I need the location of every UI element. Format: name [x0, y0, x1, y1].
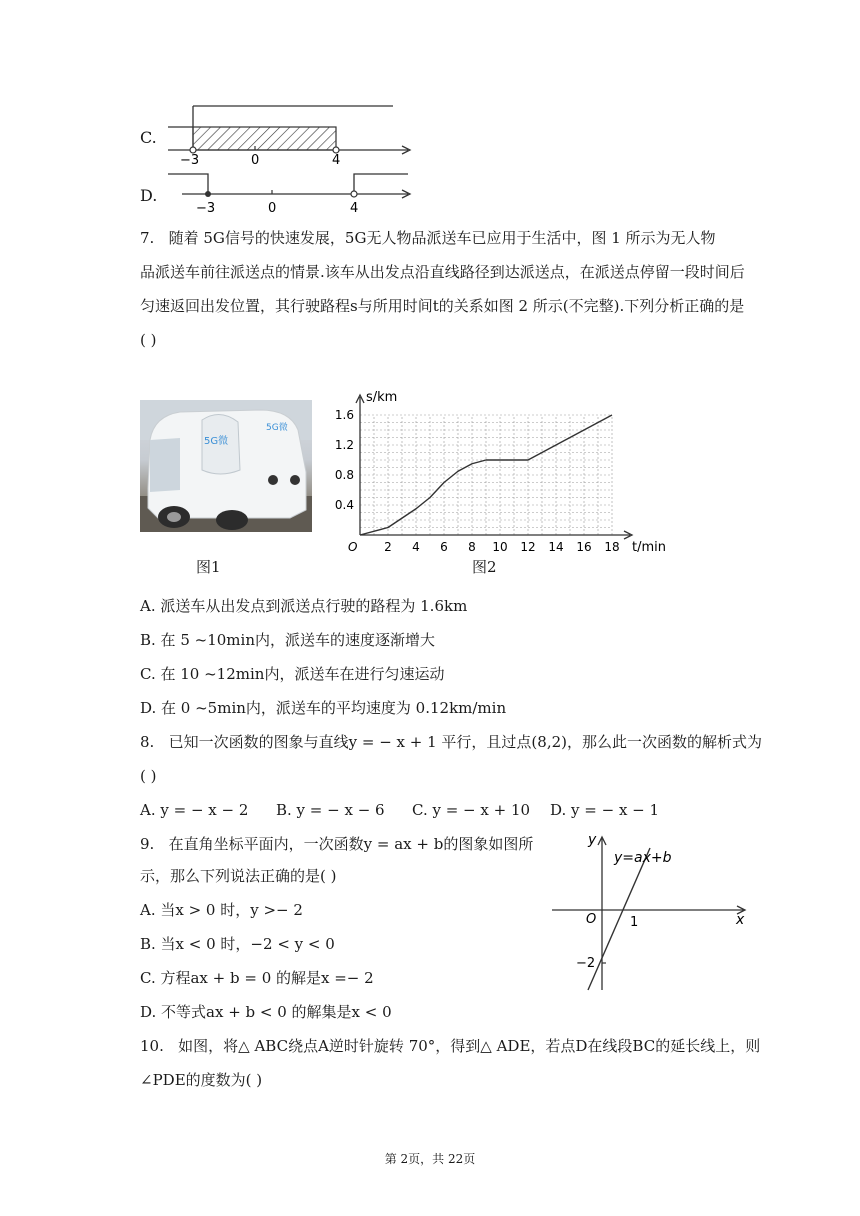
q7-stem-line-1: 7. 随着 5G信号的快速发展，5G无人物品派送车已应用于生活中，图 1 所示为无人物 [140, 229, 716, 247]
q8-stem-line-1: 8. 已知一次函数的图象与直线y = − x + 1 平行，且过点(8,2)，那么此一次函数的解析式为 [140, 733, 762, 751]
fig2-caption: 图2 [472, 558, 497, 576]
option-c-label: C. [140, 128, 157, 147]
q7-option-d: D. 在 0 ~5min内，派送车的平均速度为 0.12km/min [140, 699, 507, 717]
q8-option-d: D. y = − x − 1 [550, 801, 660, 819]
graph-x-axis-label: x [736, 912, 745, 928]
q8-number: 8. [140, 733, 155, 751]
q7-option-c: C. 在 10 ~12min内，派送车在进行匀速运动 [140, 665, 445, 683]
q10-stem-line-2: ∠PDE的度数为( ) [140, 1071, 263, 1089]
tick-d-0: 0 [268, 201, 277, 216]
q9-option-a: A. 当x > 0 时，y >− 2 [140, 901, 303, 919]
fig1-caption: 图1 [196, 558, 221, 576]
origin-label: O [348, 540, 358, 554]
q9-stem-line-2: 示，那么下列说法正确的是( ) [140, 867, 337, 885]
q7-stem-line-2: 品派送车前往派送点的情景.该车从出发点沿直线路径到达派送点，在派送点停留一段时间后 [140, 263, 745, 281]
linear-function-graph [548, 826, 754, 996]
q9-option-d: D. 不等式ax + b < 0 的解集是x < 0 [140, 1003, 392, 1021]
y-tick-label: 0.8 [334, 468, 354, 482]
x-tick-label: 18 [604, 540, 620, 554]
q10-stem-line-1: 10. 如图，将△ ABC绕点A逆时针旋转 70°，得到△ ADE，若点D在线段BC的延长线上，则 [140, 1037, 761, 1055]
number-line-c [168, 100, 418, 170]
graph-y-intercept: −2 [576, 956, 596, 971]
q8-option-b: B. y = − x − 6 [276, 801, 385, 819]
q7-option-a: A. 派送车从出发点到派送点行驶的路程为 1.6km [140, 597, 468, 615]
option-d-label: D. [140, 186, 158, 205]
y-tick-label: 1.2 [334, 438, 354, 452]
x-tick-label: 14 [548, 540, 564, 554]
y-tick-label: 1.6 [334, 408, 354, 422]
q7-stem-line-3: 匀速返回出发位置，其行驶路程s与所用时间t的关系如图 2 所示(不完整).下列分析正确的是 [140, 297, 745, 315]
y-tick-label: 0.4 [334, 498, 354, 512]
x-tick-label: 10 [492, 540, 508, 554]
q7-stem-line-4: ( ) [140, 331, 157, 349]
tick-c-0: 0 [251, 153, 260, 168]
q7-number: 7. [140, 229, 155, 247]
photo-logo-left: 5G微 [204, 436, 229, 447]
tick-c-minus3: −3 [180, 153, 200, 168]
q7-option-b: B. 在 5 ~10min内，派送车的速度逐渐增大 [140, 631, 435, 649]
x-tick-label: 16 [576, 540, 592, 554]
q8-option-a: A. y = − x − 2 [140, 801, 249, 819]
x-tick-label: 6 [440, 540, 448, 554]
distance-time-chart [320, 388, 670, 556]
q8-stem-line-2: ( ) [140, 767, 157, 785]
graph-line-label: y=ax+b [614, 850, 672, 866]
page-footer: 第 2页，共 22页 [384, 1152, 476, 1166]
q9-option-c: C. 方程ax + b = 0 的解是x =− 2 [140, 969, 374, 987]
graph-origin-label: O [586, 912, 597, 927]
x-tick-label: 12 [520, 540, 536, 554]
y-axis-label: s/km [366, 390, 398, 405]
tick-d-minus3: −3 [196, 201, 216, 216]
x-tick-label: 8 [468, 540, 476, 554]
q9-option-b: B. 当x < 0 时，−2 < y < 0 [140, 935, 335, 953]
x-tick-label: 2 [384, 540, 392, 554]
tick-d-4: 4 [350, 201, 359, 216]
delivery-vehicle-photo [140, 400, 312, 532]
q10-number: 10. [140, 1037, 164, 1055]
number-line-d [168, 168, 418, 216]
q9-number: 9. [140, 835, 155, 853]
graph-y-axis-label: y [588, 832, 597, 848]
x-axis-label: t/min [632, 540, 666, 555]
tick-c-4: 4 [332, 153, 341, 168]
q9-stem-line-1: 9. 在直角坐标平面内，一次函数y = ax + b的图象如图所 [140, 835, 534, 853]
q8-option-c: C. y = − x + 10 [412, 801, 531, 819]
graph-x-intercept: 1 [630, 915, 639, 930]
x-tick-label: 4 [412, 540, 420, 554]
photo-logo-right: 5G微 [266, 423, 288, 433]
